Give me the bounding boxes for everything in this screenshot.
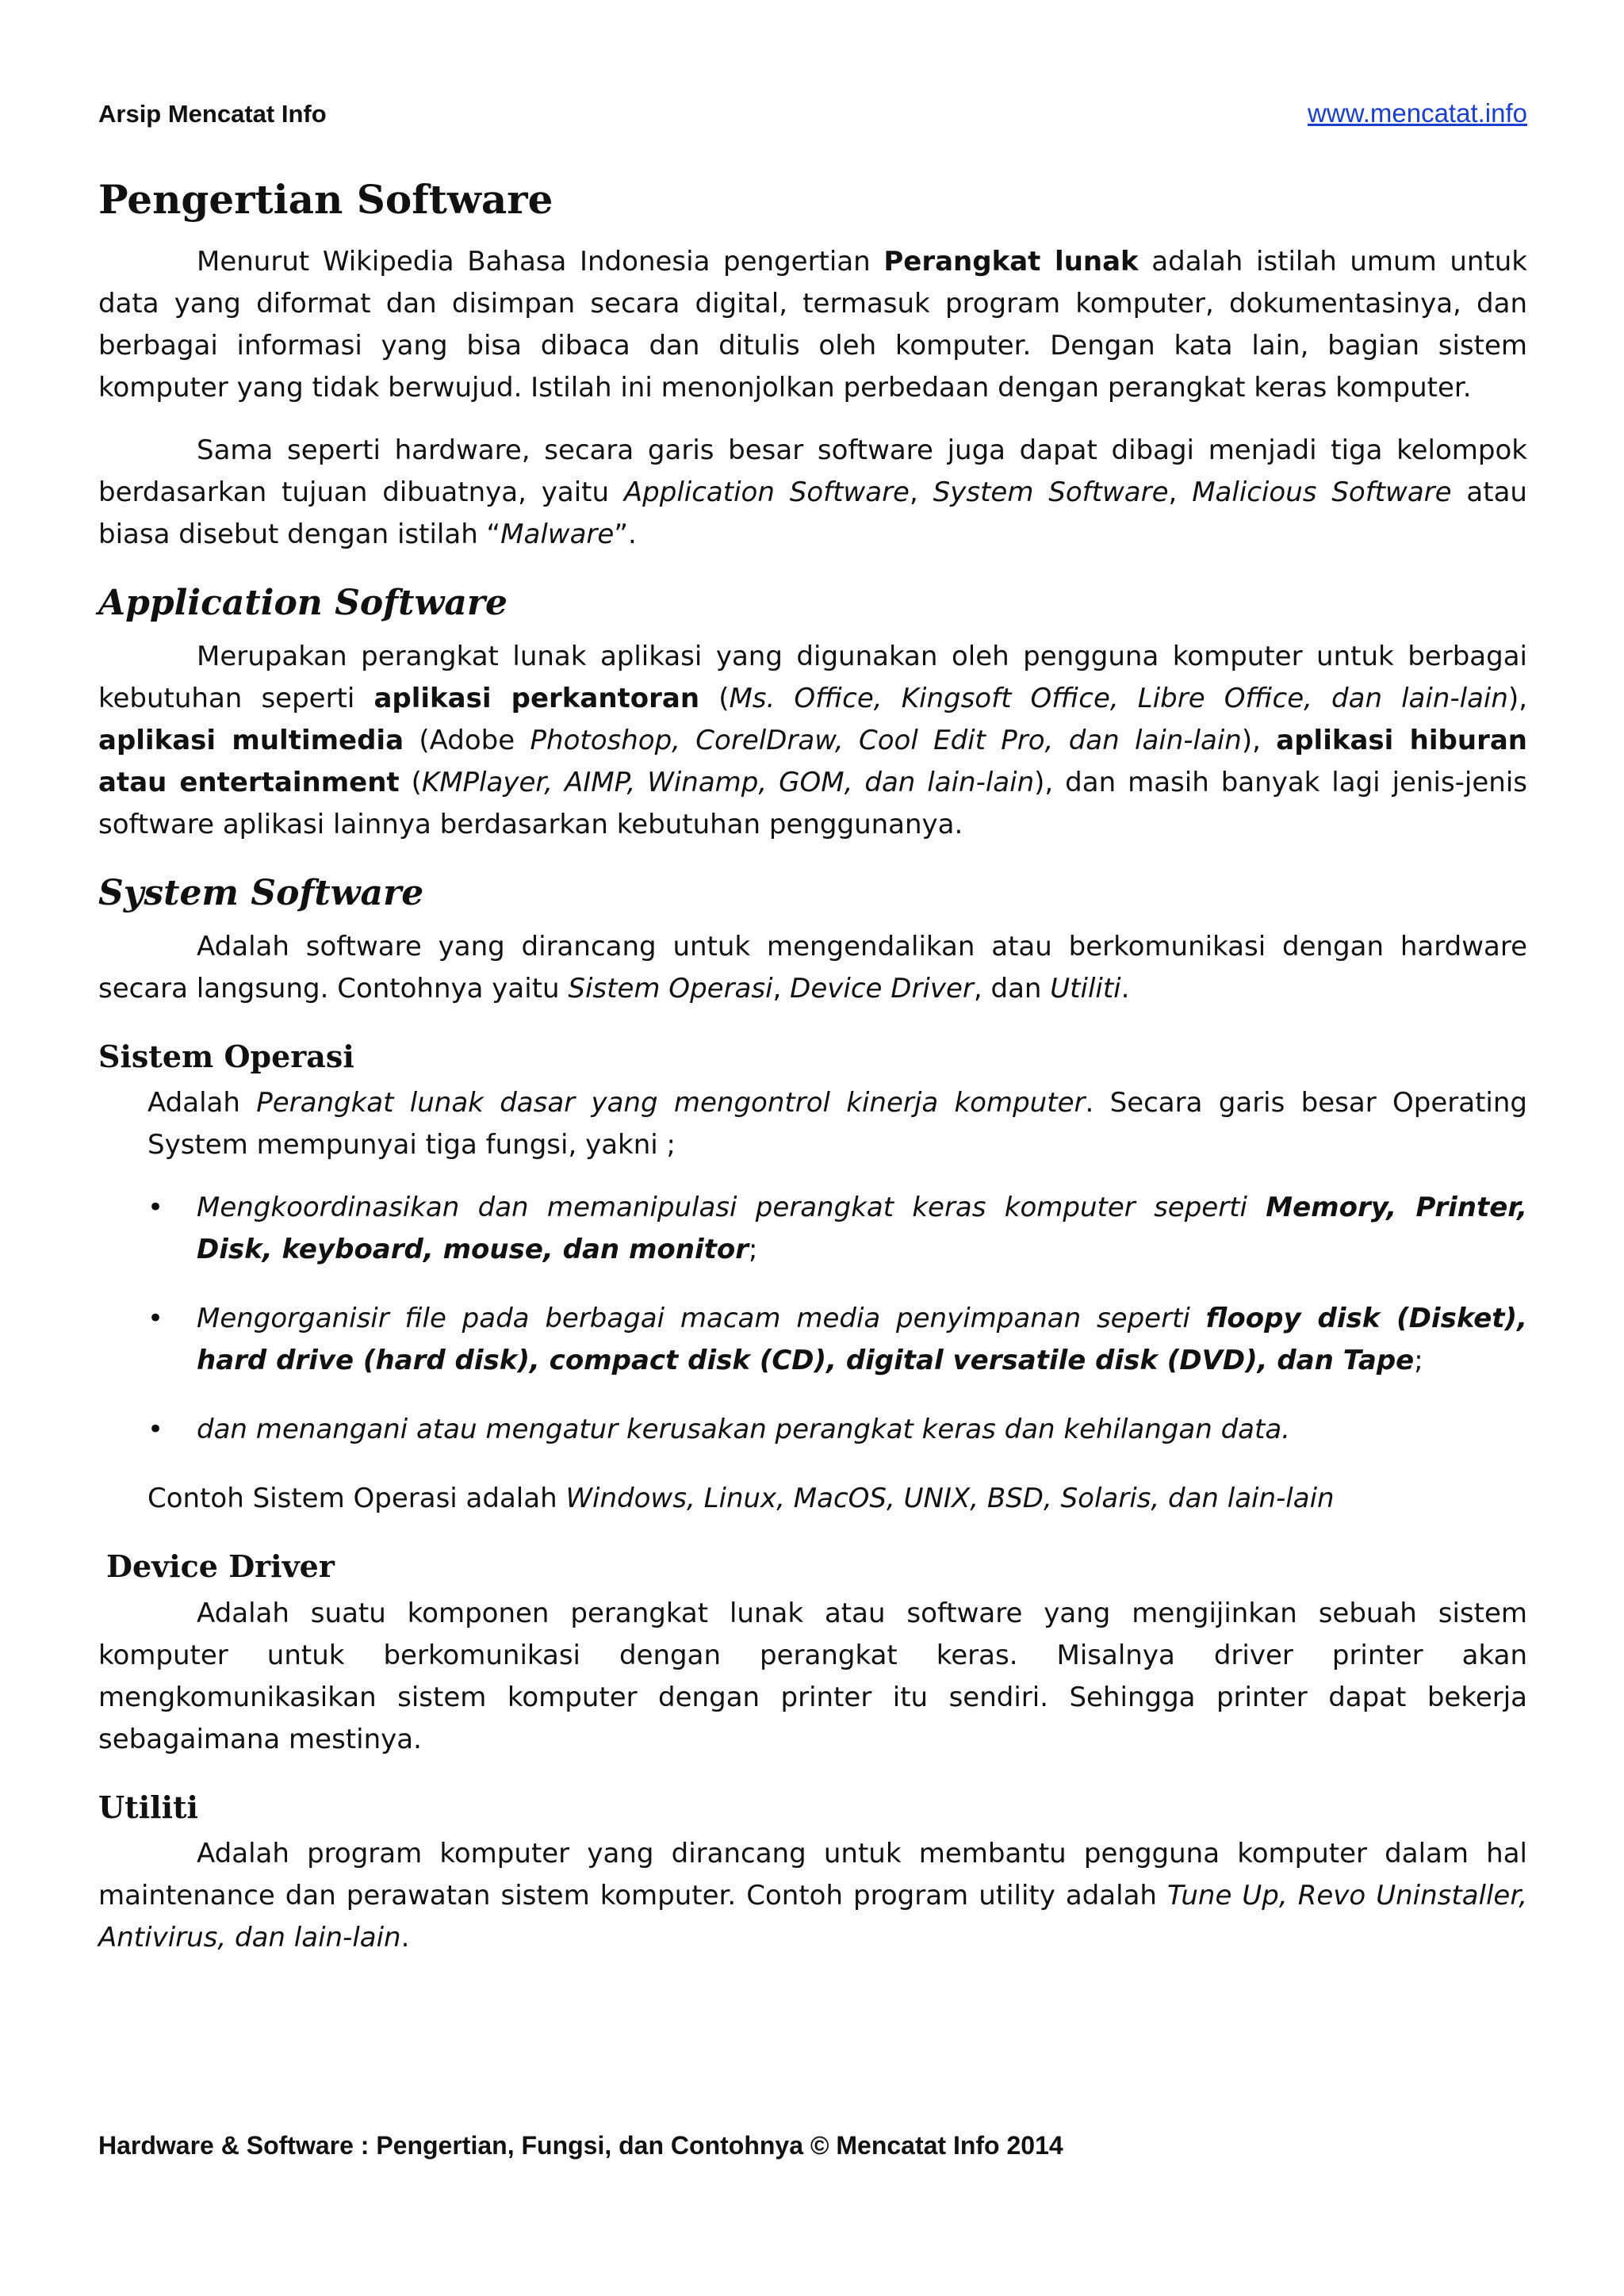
application-software-heading: Application Software <box>98 583 508 623</box>
sistem-operasi-heading: Sistem Operasi <box>98 1038 354 1074</box>
list-item: • Mengorganisir file pada berbagai macam media penyimpanan seperti floopy disk (Disket), hard drive (hard disk), compact disk (CD), digital versatile disk (DVD), dan Tape; <box>98 1298 1527 1382</box>
utiliti-heading: Utiliti <box>98 1789 198 1825</box>
system-software-paragraph: Adalah software yang dirancang untuk mengendalikan atau berkomunikasi dengan hardware secara langsung. Contohnya yaitu Sistem Operasi, Device Driver, dan Utiliti. <box>98 930 1527 1004</box>
sistem-operasi-paragraph: Adalah Perangkat lunak dasar yang mengontrol kinerja komputer. Secara garis besar Operating System mempunyai tiga fungsi, yakni ; <box>147 1087 1528 1161</box>
utiliti-paragraph: Adalah program komputer yang dirancang untuk membantu pengguna komputer dalam hal maintenance dan perawatan sistem komputer. Contoh program utility adalah Tune Up, Revo Uninstaller, Antivirus, dan lain-lain. <box>98 1838 1528 1954</box>
os-function-list <box>98 1187 1527 1451</box>
bullet-icon: • <box>147 1192 164 1224</box>
list-item: • Mengkoordinasikan dan memanipulasi perangkat keras komputer seperti Memory, Printer, Disk, keyboard, mouse, dan monitor; <box>98 1187 1527 1271</box>
bullet-icon: • <box>147 1414 164 1446</box>
list-item: • dan menangani atau mengatur kerusakan perangkat keras dan kehilangan data. <box>98 1409 1527 1451</box>
application-software-paragraph: Merupakan perangkat lunak aplikasi yang digunakan oleh pengguna komputer untuk berbagai kebutuhan seperti aplikasi perkantoran (Ms. Office, Kingsoft Office, Libre Office, dan lain-lain), aplikasi multimedia (Adobe Photoshop, CorelDraw, Cool Edit Pro, dan lain-lain), aplikasi hiburan atau entertainment (KMPlayer, AIMP, Winamp, GOM, dan lain-lain), dan masih banyak lagi jenis-jenis software aplikasi lainnya berdasarkan kebutuhan penggunanya. <box>98 640 1528 840</box>
bullet-icon: • <box>147 1303 164 1335</box>
system-software-heading: System Software <box>98 872 424 913</box>
page-footer: Hardware & Software : Pengertian, Fungsi, dan Contohnya © Mencatat Info 2014 <box>98 2131 1063 2160</box>
header-website-link[interactable]: www.mencatat.info <box>1308 98 1527 128</box>
page-title: Pengertian Software <box>98 176 553 223</box>
device-driver-heading: Device Driver <box>106 1548 335 1585</box>
intro-paragraph-2: Sama seperti hardware, secara garis besar software juga dapat dibagi menjadi tiga kelompok berdasarkan tujuan dibuatnya, yaitu Application Software, System Software, Malicious Software atau biasa disebut dengan istilah “Malware”. <box>98 434 1527 550</box>
main-content <box>98 176 1527 1980</box>
os-example-paragraph: Contoh Sistem Operasi adalah Windows, Linux, MacOS, UNIX, BSD, Solaris, dan lain-lain <box>147 1483 1335 1515</box>
intro-paragraph-1: Menurut Wikipedia Bahasa Indonesia pengertian Perangkat lunak adalah istilah umum untuk data yang diformat dan disimpan secara digital, termasuk program komputer, dokumentasinya, dan berbagai informasi yang bisa dibaca dan ditulis oleh komputer. Dengan kata lain, bagian sistem komputer yang tidak berwujud. Istilah ini menonjolkan perbedaan dengan perangkat keras komputer. <box>98 246 1527 404</box>
header-title: Arsip Mencatat Info <box>98 100 327 128</box>
device-driver-paragraph: Adalah suatu komponen perangkat lunak atau software yang mengijinkan sebuah sistem komputer untuk berkomunikasi dengan perangkat keras. Misalnya driver printer akan mengkomunikasikan sistem komputer dengan printer itu sendiri. Sehingga printer dapat bekerja sebagaimana mestinya. <box>98 1597 1527 1755</box>
